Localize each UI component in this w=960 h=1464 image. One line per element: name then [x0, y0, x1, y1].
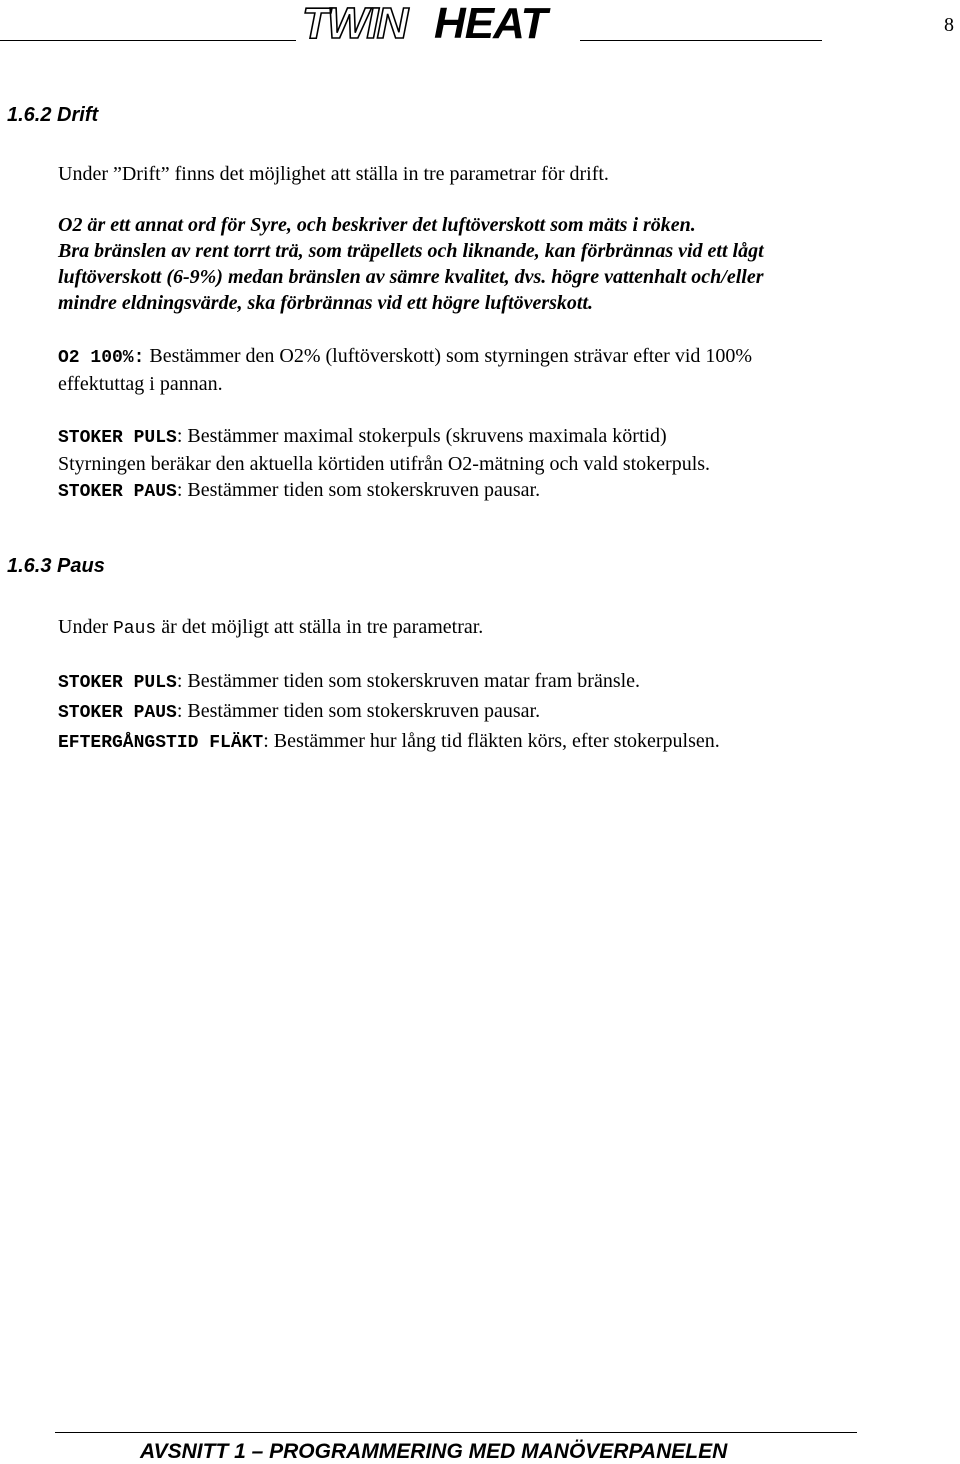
- header-rule-left: [0, 40, 296, 41]
- stoker-paus-desc: : Bestämmer tiden som stokerskruven pausar.: [176, 479, 541, 501]
- section-heading-paus: 1.6.3 Paus: [7, 555, 105, 577]
- section-heading-drift: 1.6.2 Drift: [7, 104, 99, 126]
- o2-param-desc: Bestämmer den O2% (luftöverskott) som styrningen strävar efter vid 100%: [144, 345, 753, 367]
- paus-param-desc: : Bestämmer tiden som stokerskruven pausar.: [176, 700, 541, 722]
- paus-param-desc: : Bestämmer tiden som stokerskruven matar fram bränsle.: [176, 670, 641, 692]
- drift-stoker-block: [58, 423, 938, 505]
- twinheat-logo: [300, 2, 576, 42]
- o2-param-block: [58, 343, 938, 397]
- o2-note-line: mindre eldningsvärde, ska förbrännas vid ett högre luftöverskott.: [58, 292, 594, 314]
- paus-param-name: STOKER PAUS: [58, 703, 177, 723]
- paus-param-item: [58, 667, 938, 697]
- paus-param-name: STOKER PULS: [58, 673, 177, 693]
- drift-intro: Under ”Drift” finns det möjlighet att ställa in tre parametrar för drift.: [58, 163, 609, 185]
- paus-intro: Under Paus är det möjligt att ställa in tre parametrar.: [58, 616, 484, 639]
- paus-params: [58, 667, 938, 757]
- o2-param-name: O2 100%:: [58, 348, 145, 368]
- paus-param-item: [58, 727, 938, 757]
- paus-param-desc: : Bestämmer hur lång tid fläkten körs, efter stokerpulsen.: [263, 730, 720, 752]
- header-rule-right: [580, 40, 822, 41]
- o2-note-line: O2 är ett annat ord för Syre, och beskriver det luftöverskott som mäts i röken.: [58, 214, 696, 236]
- footer-section-title: AVSNITT 1 – PROGRAMMERING MED MANÖVERPANELEN: [140, 1440, 728, 1463]
- o2-note-line: luftöverskott (6-9%) medan bränslen av sämre kvalitet, dvs. högre vattenhalt och/eller: [58, 266, 764, 288]
- o2-param-desc-cont: effektuttag i pannan.: [58, 373, 223, 395]
- paus-param-item: [58, 697, 938, 727]
- stoker-puls-desc: : Bestämmer maximal stokerpuls (skruvens maximala körtid): [176, 425, 667, 447]
- paus-param-name: EFTERGÅNGSTID FLÄKT: [58, 733, 264, 753]
- svg-text:TWIN: TWIN: [302, 2, 407, 42]
- svg-text:HEAT: HEAT: [434, 2, 547, 42]
- stoker-puls-desc-cont: Styrningen beräkar den aktuella körtiden utifrån O2-mätning och vald stokerpuls.: [58, 453, 711, 475]
- page-number: 8: [944, 14, 954, 36]
- stoker-puls-param: STOKER PULS: [58, 428, 177, 448]
- o2-note-line: Bra bränslen av rent torrt trä, som träpellets och liknande, kan förbrännas vid ett lågt: [58, 240, 764, 262]
- paus-code: Paus: [112, 619, 157, 639]
- stoker-paus-param: STOKER PAUS: [58, 482, 177, 502]
- o2-note: [58, 212, 938, 316]
- footer-rule: [55, 1432, 857, 1433]
